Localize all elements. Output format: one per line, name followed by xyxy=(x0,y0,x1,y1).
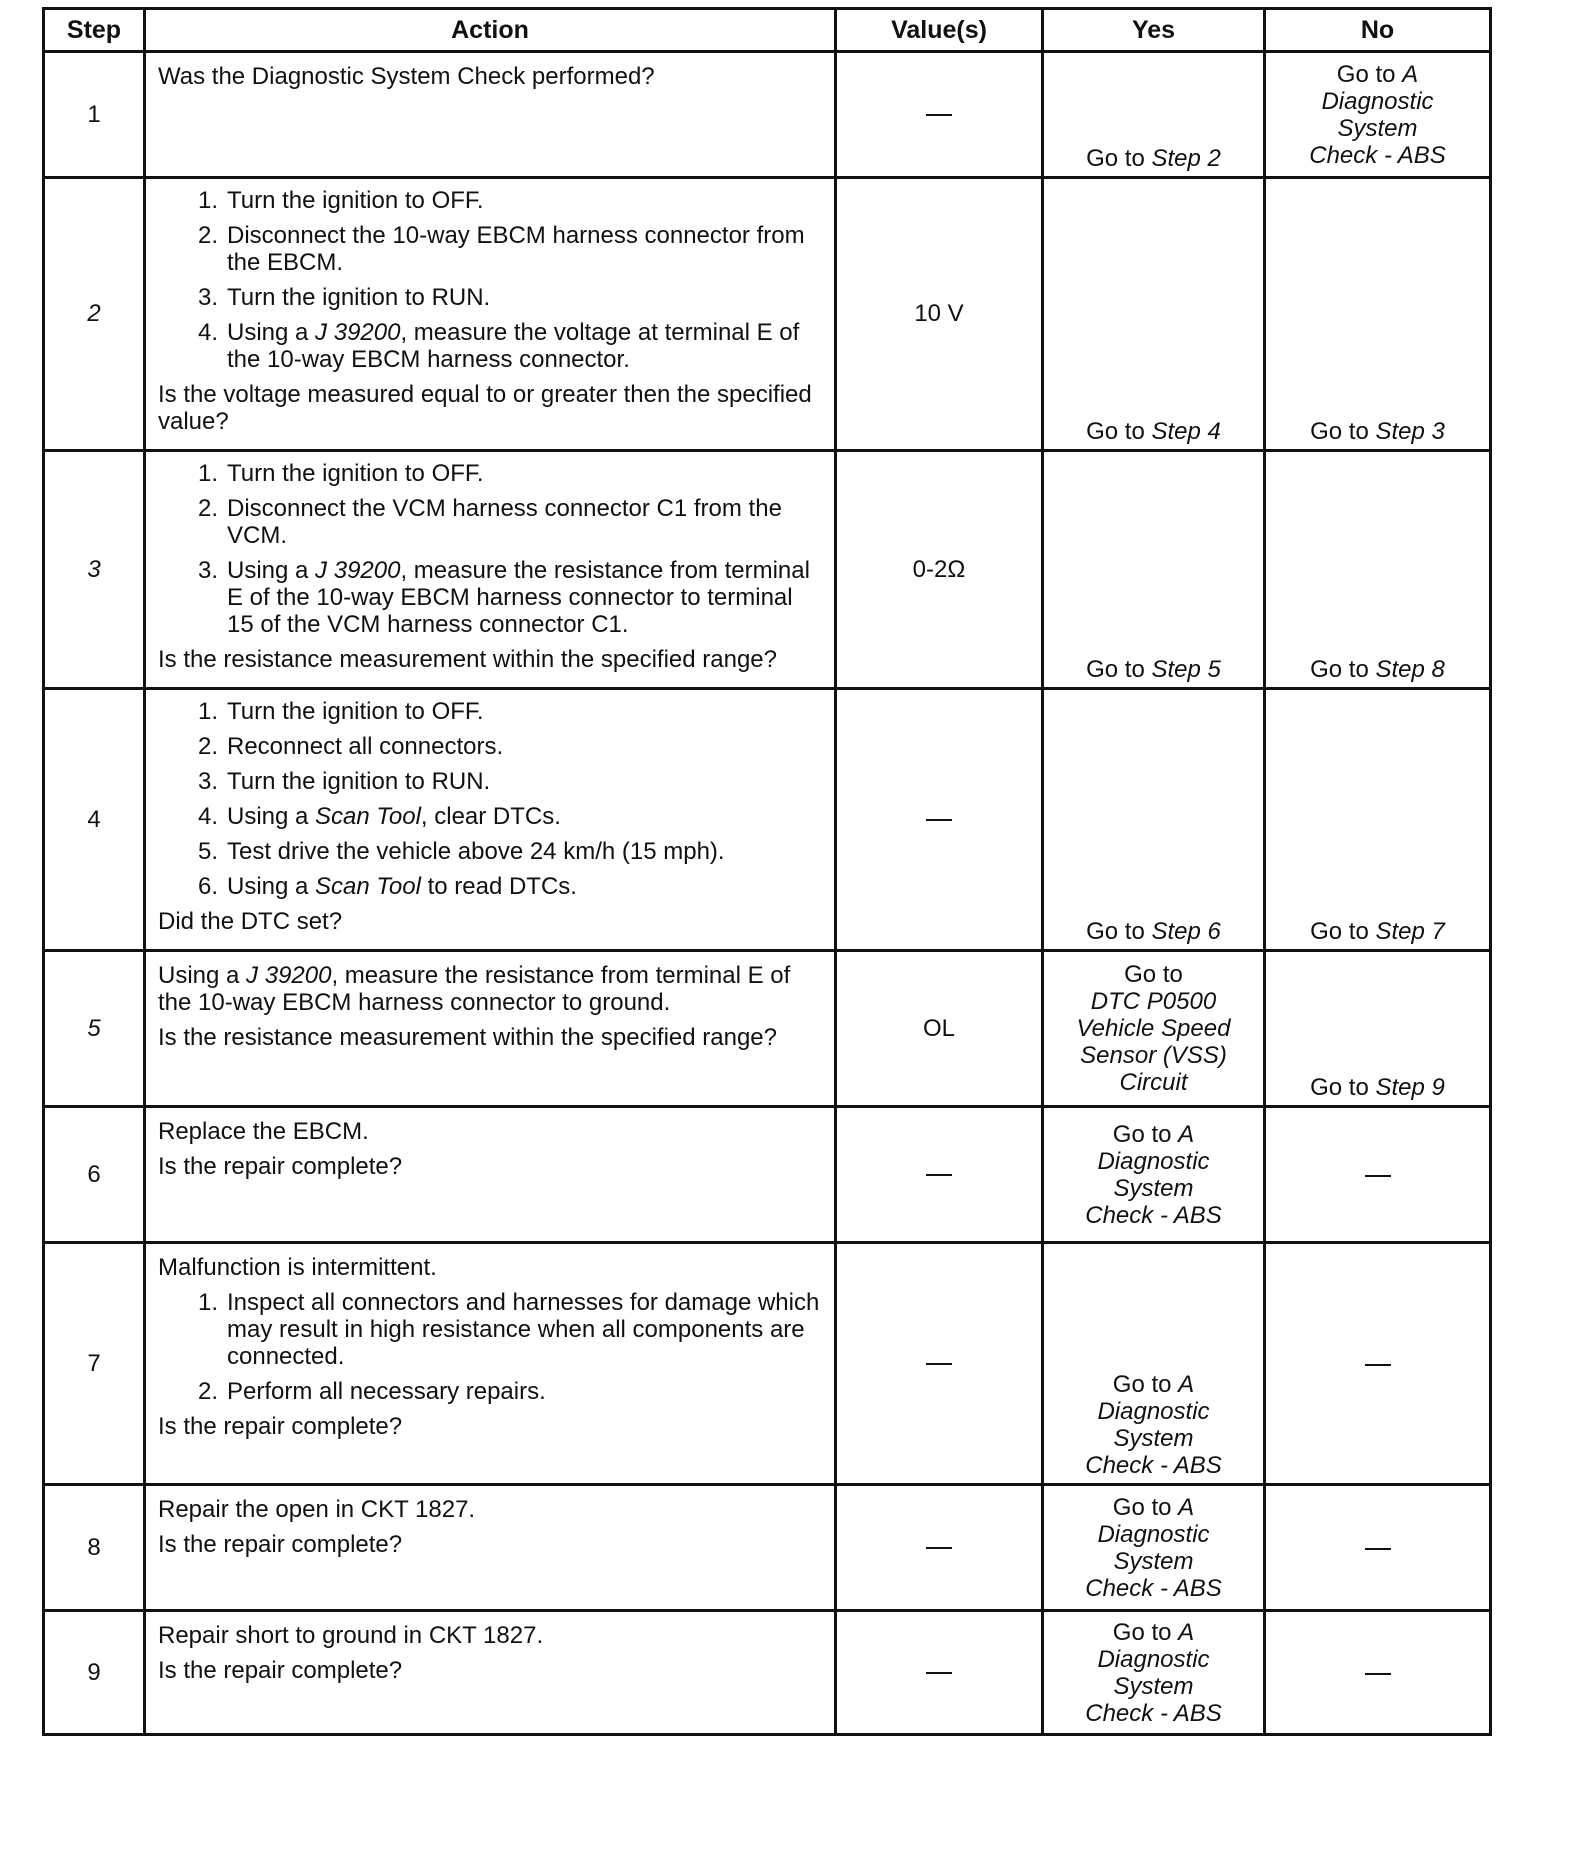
yes-text: Go to xyxy=(1086,145,1152,172)
yes-link-line: Check - ABS xyxy=(1085,1201,1222,1229)
table-row xyxy=(44,178,1491,451)
no-cell: Go to Step 8 xyxy=(1265,451,1491,689)
no-link-line: Diagnostic xyxy=(1321,87,1434,115)
action-step: 3. Turn the ignition to RUN. xyxy=(197,284,491,311)
action-cell xyxy=(145,451,836,689)
action-question: Is the resistance measurement within the specified range? xyxy=(158,646,777,673)
yes-cell: Go to A Diagnostic System Check - ABS xyxy=(1043,1243,1265,1485)
yes-link-line: Check - ABS xyxy=(1085,1699,1222,1727)
yes-cell: Go to DTC P0500 Vehicle Speed Sensor (VSS) Circuit xyxy=(1043,951,1265,1107)
no-link-line: Check - ABS xyxy=(1309,141,1446,169)
yes-link-line: Vehicle Speed xyxy=(1076,1015,1231,1042)
action-step: 5. Test drive the vehicle above 24 km/h (15 mph). xyxy=(197,838,725,865)
action-text: Replace the EBCM. xyxy=(158,1118,369,1145)
dash-mark xyxy=(1365,1548,1391,1550)
dash-mark xyxy=(1365,1364,1391,1366)
action-text: Repair the open in CKT 1827. xyxy=(158,1496,476,1523)
yes-link-line: Check - ABS xyxy=(1085,1574,1222,1602)
action-step: 1. Turn the ignition to OFF. xyxy=(197,698,484,725)
action-step: 2. Disconnect the VCM harness connector C1 from the VCM. xyxy=(197,495,782,549)
action-step: 4. Using a Scan Tool, clear DTCs. xyxy=(197,803,561,830)
yes-link-line: Check - ABS xyxy=(1085,1452,1222,1479)
table-row xyxy=(44,689,1491,951)
yes-cell: Go to A Diagnostic System Check - ABS xyxy=(1043,1107,1265,1243)
yes-link-line: Diagnostic xyxy=(1097,1147,1210,1175)
yes-cell: Go to A Diagnostic System Check - ABS xyxy=(1043,1611,1265,1735)
yes-link-line: System xyxy=(1113,1174,1194,1202)
action-question: Is the voltage measured equal to or greater then the specified value? xyxy=(158,381,812,435)
action-question: Was the Diagnostic System Check performed? xyxy=(158,63,655,90)
yes-link-line: Diagnostic xyxy=(1097,1520,1210,1548)
step-number: 2 xyxy=(44,178,145,451)
yes-link-line: System xyxy=(1113,1425,1194,1452)
no-link-a: A xyxy=(1402,60,1419,88)
header-action: Action xyxy=(145,9,836,52)
action-text: Malfunction is intermittent. xyxy=(158,1254,437,1281)
value-cell: 0-2Ω xyxy=(836,451,1043,689)
value-cell xyxy=(836,689,1043,951)
step-number: 5 xyxy=(44,951,145,1107)
value-cell: OL xyxy=(836,951,1043,1107)
yes-link-line: System xyxy=(1113,1672,1194,1700)
table-row xyxy=(44,1485,1491,1611)
action-cell xyxy=(145,52,836,178)
step-number: 7 xyxy=(44,1243,145,1485)
action-cell xyxy=(145,1485,836,1611)
no-text: Go to xyxy=(1336,60,1403,88)
action-cell xyxy=(145,1611,836,1735)
no-cell xyxy=(1265,1107,1491,1243)
step-number: 3 xyxy=(44,451,145,689)
action-cell xyxy=(145,1243,836,1485)
value-cell xyxy=(836,52,1043,178)
dash-mark xyxy=(926,1547,952,1549)
step-number: 6 xyxy=(44,1107,145,1243)
yes-link-line: DTC P0500 xyxy=(1090,988,1217,1015)
dash-mark xyxy=(926,1363,952,1365)
no-link: Step 3 xyxy=(1375,418,1445,445)
yes-link-line: Sensor (VSS) xyxy=(1080,1042,1227,1069)
action-question: Did the DTC set? xyxy=(158,908,343,935)
dash-mark xyxy=(1365,1673,1391,1675)
no-cell xyxy=(1265,1485,1491,1611)
yes-cell xyxy=(1043,52,1265,178)
action-step: 3. Using a J 39200, measure the resistance from terminal E of the 10-way EBCM harness connector to terminal 15 of the VCM harness connector C1. xyxy=(197,557,810,638)
header-row xyxy=(44,9,1491,52)
table-row xyxy=(44,1611,1491,1735)
yes-cell: Go to Step 4 xyxy=(1043,178,1265,451)
action-cell xyxy=(145,1107,836,1243)
dash-mark xyxy=(926,1672,952,1674)
action-step: 2. Perform all necessary repairs. xyxy=(197,1378,546,1405)
yes-link-line: Diagnostic xyxy=(1097,1398,1210,1425)
action-text: Using a J 39200, measure the resistance from terminal E of the 10-way EBCM harness connector to ground. xyxy=(158,962,791,1016)
action-question: Is the repair complete? xyxy=(158,1153,403,1180)
no-cell xyxy=(1265,1243,1491,1485)
action-question: Is the resistance measurement within the specified range? xyxy=(158,1024,777,1051)
value-cell xyxy=(836,1485,1043,1611)
action-step: 6. Using a Scan Tool to read DTCs. xyxy=(197,873,577,900)
action-cell xyxy=(145,951,836,1107)
yes-link: Step 2 xyxy=(1151,145,1221,172)
action-question: Is the repair complete? xyxy=(158,1413,403,1440)
action-cell xyxy=(145,689,836,951)
action-step: 3. Turn the ignition to RUN. xyxy=(197,768,491,795)
yes-cell: Go to A Diagnostic System Check - ABS xyxy=(1043,1485,1265,1611)
action-cell xyxy=(145,178,836,451)
diagnostic-table xyxy=(42,7,1492,1736)
value-cell: 10 V xyxy=(836,178,1043,451)
header-step: Step xyxy=(44,9,145,52)
no-link-line: System xyxy=(1337,114,1418,142)
table-row xyxy=(44,52,1491,178)
action-question: Is the repair complete? xyxy=(158,1531,403,1558)
value-cell xyxy=(836,1611,1043,1735)
no-link: Step 7 xyxy=(1375,918,1445,945)
action-step: 4. Using a J 39200, measure the voltage at terminal E of the 10-way EBCM harness connector. xyxy=(197,319,800,373)
action-steps xyxy=(158,187,820,373)
yes-link: Step 6 xyxy=(1151,918,1221,945)
header-values: Value(s) xyxy=(836,9,1043,52)
yes-cell: Go to Step 6 xyxy=(1043,689,1265,951)
no-link: Step 9 xyxy=(1375,1074,1445,1101)
no-cell: Go to Step 3 xyxy=(1265,178,1491,451)
value-cell xyxy=(836,1107,1043,1243)
dash-mark xyxy=(1365,1175,1391,1177)
no-cell: Go to Step 7 xyxy=(1265,689,1491,951)
step-number: 9 xyxy=(44,1611,145,1735)
header-no: No xyxy=(1265,9,1491,52)
action-step: 2. Disconnect the 10-way EBCM harness connector from the EBCM. xyxy=(197,222,805,276)
no-cell xyxy=(1265,52,1491,178)
action-step: 1. Turn the ignition to OFF. xyxy=(197,460,484,487)
yes-link-line: System xyxy=(1113,1547,1194,1575)
action-steps xyxy=(158,698,820,900)
step-number: 8 xyxy=(44,1485,145,1611)
step-number: 4 xyxy=(44,689,145,951)
table-row xyxy=(44,451,1491,689)
table-row xyxy=(44,1243,1491,1485)
no-link: Step 8 xyxy=(1375,656,1445,683)
yes-cell: Go to Step 5 xyxy=(1043,451,1265,689)
action-step: 1. Turn the ignition to OFF. xyxy=(197,187,484,214)
no-cell: Go to Step 9 xyxy=(1265,951,1491,1107)
no-cell xyxy=(1265,1611,1491,1735)
yes-link: Step 4 xyxy=(1151,418,1221,445)
dash-mark xyxy=(926,819,952,821)
table-row xyxy=(44,1107,1491,1243)
action-step: 1. Inspect all connectors and harnesses for damage which may result in high resistance when all components are connected. xyxy=(197,1289,820,1370)
yes-link-line: Diagnostic xyxy=(1097,1645,1210,1673)
yes-link: Step 5 xyxy=(1151,656,1221,683)
yes-link-line: Circuit xyxy=(1119,1069,1188,1096)
dash-mark xyxy=(926,114,952,116)
action-text: Repair short to ground in CKT 1827. xyxy=(158,1622,544,1649)
action-steps xyxy=(158,460,820,638)
action-steps xyxy=(158,1289,820,1405)
header-yes: Yes xyxy=(1043,9,1265,52)
table-row xyxy=(44,951,1491,1107)
action-step: 2. Reconnect all connectors. xyxy=(197,733,504,760)
action-question: Is the repair complete? xyxy=(158,1657,403,1684)
step-number: 1 xyxy=(44,52,145,178)
dash-mark xyxy=(926,1174,952,1176)
value-cell xyxy=(836,1243,1043,1485)
